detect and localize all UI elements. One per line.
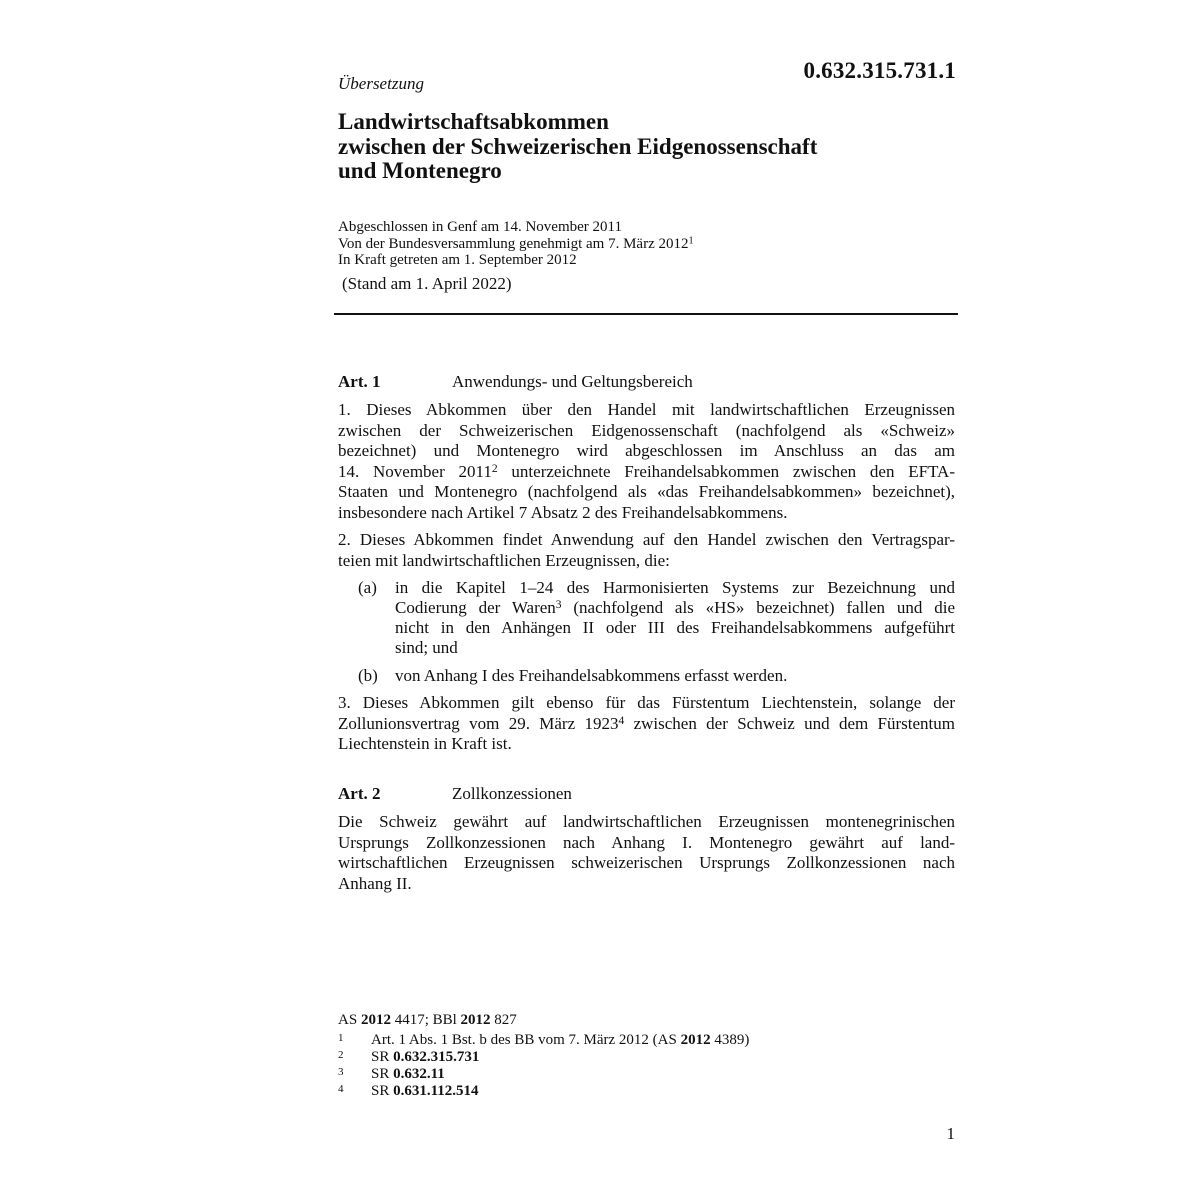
article-1-paragraph-2: 2. Dieses Abkommen findet Anwendung auf den Handel zwischen den Vertragspar- teien mit landwirtschaftlichen Erzeugnissen, die: <box>338 530 955 570</box>
list-item-label: (b) <box>358 666 378 685</box>
article-1-paragraph-3: 3. Dieses Abkommen gilt ebenso für das Fürstentum Liechtenstein, solange der Zollunionsvertrag vom 29. März 1923$^4$ zwischen der Schweiz und dem Fürstentum Liechtenstein in Kraft ist. <box>338 693 955 753</box>
sr-link[interactable]: 0.632.315.731 <box>393 1049 480 1065</box>
article-2-paragraph: Die Schweiz gewährt auf landwirtschaftlichen Erzeugnissen montenegrinischen Ursprungs Zollkonzessionen nach Anhang I. Montenegro gewährt auf land- wirtschaftlichen Erzeugnissen schweizerischen Ursprungs Zollkonzessionen nach Anhang II. <box>338 812 955 893</box>
footnote-ref[interactable]: 4 <box>618 713 625 727</box>
in-force-date: In Kraft getreten am 1. September 2012 <box>338 252 577 268</box>
footnote-ref[interactable]: 3 <box>555 597 562 611</box>
page-number: 1 <box>946 1124 955 1143</box>
article-number: Art. 2 <box>338 784 381 803</box>
approved-date: Von der Bundesversammlung genehmigt am 7. März 2012$^1$ <box>338 234 694 252</box>
article-number: Art. 1 <box>338 372 381 391</box>
article-title: Zollkonzessionen <box>452 784 572 803</box>
article-title: Anwendungs- und Geltungsbereich <box>452 372 693 391</box>
footnote-ref[interactable]: 1 <box>688 234 694 246</box>
footnote-3: 3 SR 0.632.11 <box>338 1066 445 1082</box>
title-line-3: und Montenegro <box>338 158 502 183</box>
article-1 <box>338 372 955 755</box>
article-2-heading <box>338 784 955 804</box>
list-item-b: (b) von Anhang I des Freihandelsabkommens erfasst werden. <box>358 666 788 685</box>
footnote-ref[interactable]: 2 <box>491 461 498 475</box>
status-date: (Stand am 1. April 2022) <box>342 274 512 293</box>
title-line-2: zwischen der Schweizerischen Eidgenossenschaft <box>338 133 818 159</box>
article-2 <box>338 784 955 894</box>
list-item-a: (a) in die Kapitel 1–24 des Harmonisierten Systems zur Bezeichnung und Codierung der Waren$^3$ (nachfolgend als «HS» bezeichnet) fallen und die nicht in den Anhängen II oder III des Freihandelsabkommens aufgeführt sind; und <box>358 578 955 657</box>
document-title <box>338 110 817 184</box>
title-line-1: Landwirtschaftsabkommen <box>338 109 609 134</box>
article-1-paragraph-1: 1. Dieses Abkommen über den Handel mit landwirtschaftlichen Erzeugnissen zwischen der Schweizerischen Eidgenossenschaft (nachfolgend als «Schweiz» bezeichnet) und Montenegro wird abgeschlossen im Anschluss an das am 14. November 2011$^2$ unterzeichnete Freihandelsabkommen zwischen den EFTA- Staaten und Montenegro (nachfolgend als «das Freihandelsabkommen» bezeichnet), insbesondere nach Artikel 7 Absatz 2 des Freihandelsabkommens. <box>338 400 955 522</box>
translation-label: Übersetzung <box>338 74 424 93</box>
footnotes <box>338 1012 955 1100</box>
list-item-label: (a) <box>358 578 377 597</box>
article-1-heading <box>338 372 955 392</box>
footnote-2: 2 SR 0.632.315.731 <box>338 1049 480 1065</box>
publication-source: AS 2012 4417; BBl 2012 827 <box>338 1012 517 1028</box>
sr-link[interactable]: 0.631.112.514 <box>393 1083 479 1099</box>
footnote-4: 4 SR 0.631.112.514 <box>338 1083 479 1099</box>
footnote-1: 1 Art. 1 Abs. 1 Bst. b des BB vom 7. März 2012 (AS 2012 4389) <box>338 1032 750 1048</box>
header-divider <box>334 313 958 315</box>
document-metadata <box>338 219 694 269</box>
concluded-date: Abgeschlossen in Genf am 14. November 2011 <box>338 219 622 235</box>
sr-number: 0.632.315.731.1 <box>803 58 956 83</box>
sr-link[interactable]: 0.632.11 <box>393 1066 445 1082</box>
